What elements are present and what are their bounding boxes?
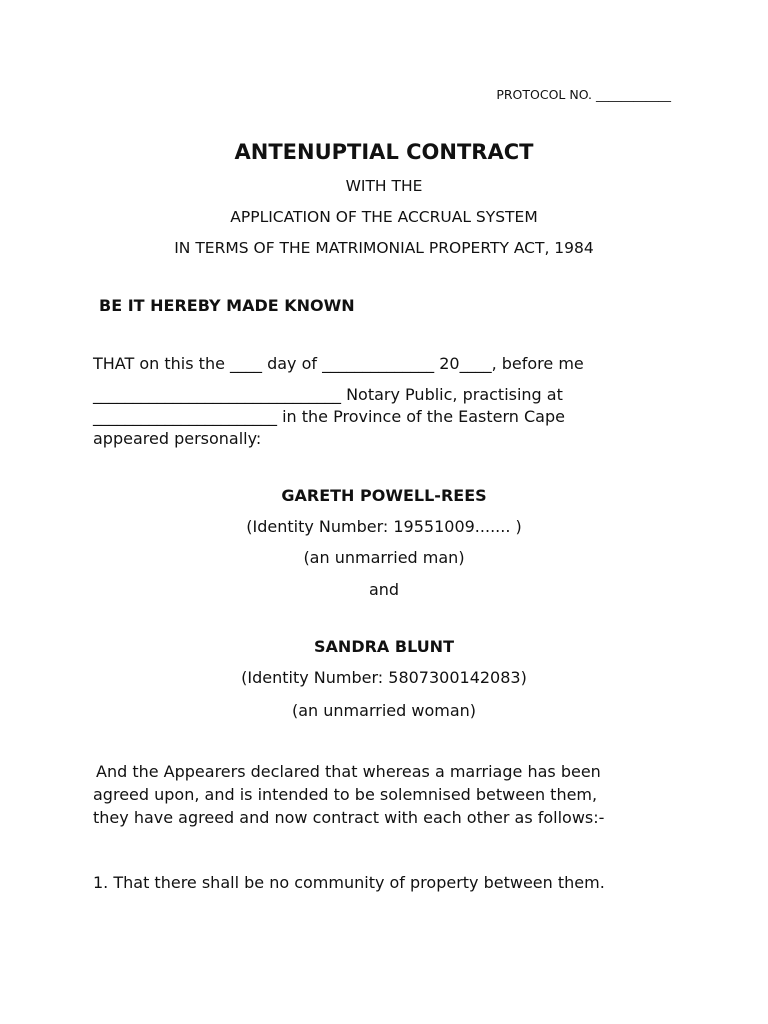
declaration-line-3: they have agreed and now contract with each other as follows:- [93, 808, 605, 827]
intro-line-province: _______________________ in the Province of the Eastern Cape [93, 407, 565, 426]
party-1-status: (an unmarried man) [303, 548, 465, 567]
clause-1: 1. That there shall be no community of property between them. [93, 873, 605, 892]
protocol-number-field: PROTOCOL NO. ____________ [496, 87, 671, 102]
intro-line-appeared: appeared personally: [93, 429, 262, 448]
subtitle-property-act: IN TERMS OF THE MATRIMONIAL PROPERTY ACT, 1984 [174, 239, 594, 257]
party-1-name: GARETH POWELL-REES [281, 486, 487, 505]
party-2-status: (an unmarried woman) [292, 701, 476, 720]
declaration-line-2: agreed upon, and is intended to be solemnised between them, [93, 785, 598, 804]
intro-line-date: THAT on this the ____ day of ______________ 20____, before me [93, 354, 584, 373]
subtitle-with-the: WITH THE [345, 177, 423, 195]
party-conjunction: and [368, 580, 400, 599]
declaration-line-1: And the Appearers declared that whereas a marriage has been [96, 762, 601, 781]
party-1-identity: (Identity Number: 19551009....... ) [246, 517, 522, 536]
subtitle-accrual-system: APPLICATION OF THE ACCRUAL SYSTEM [230, 208, 538, 226]
intro-line-notary: _______________________________ Notary Public, practising at [93, 385, 563, 404]
be-it-known-heading: BE IT HEREBY MADE KNOWN [99, 296, 355, 315]
party-2-name: SANDRA BLUNT [314, 637, 454, 656]
document-title: ANTENUPTIAL CONTRACT [234, 140, 534, 164]
party-2-identity: (Identity Number: 5807300142083) [241, 668, 527, 687]
